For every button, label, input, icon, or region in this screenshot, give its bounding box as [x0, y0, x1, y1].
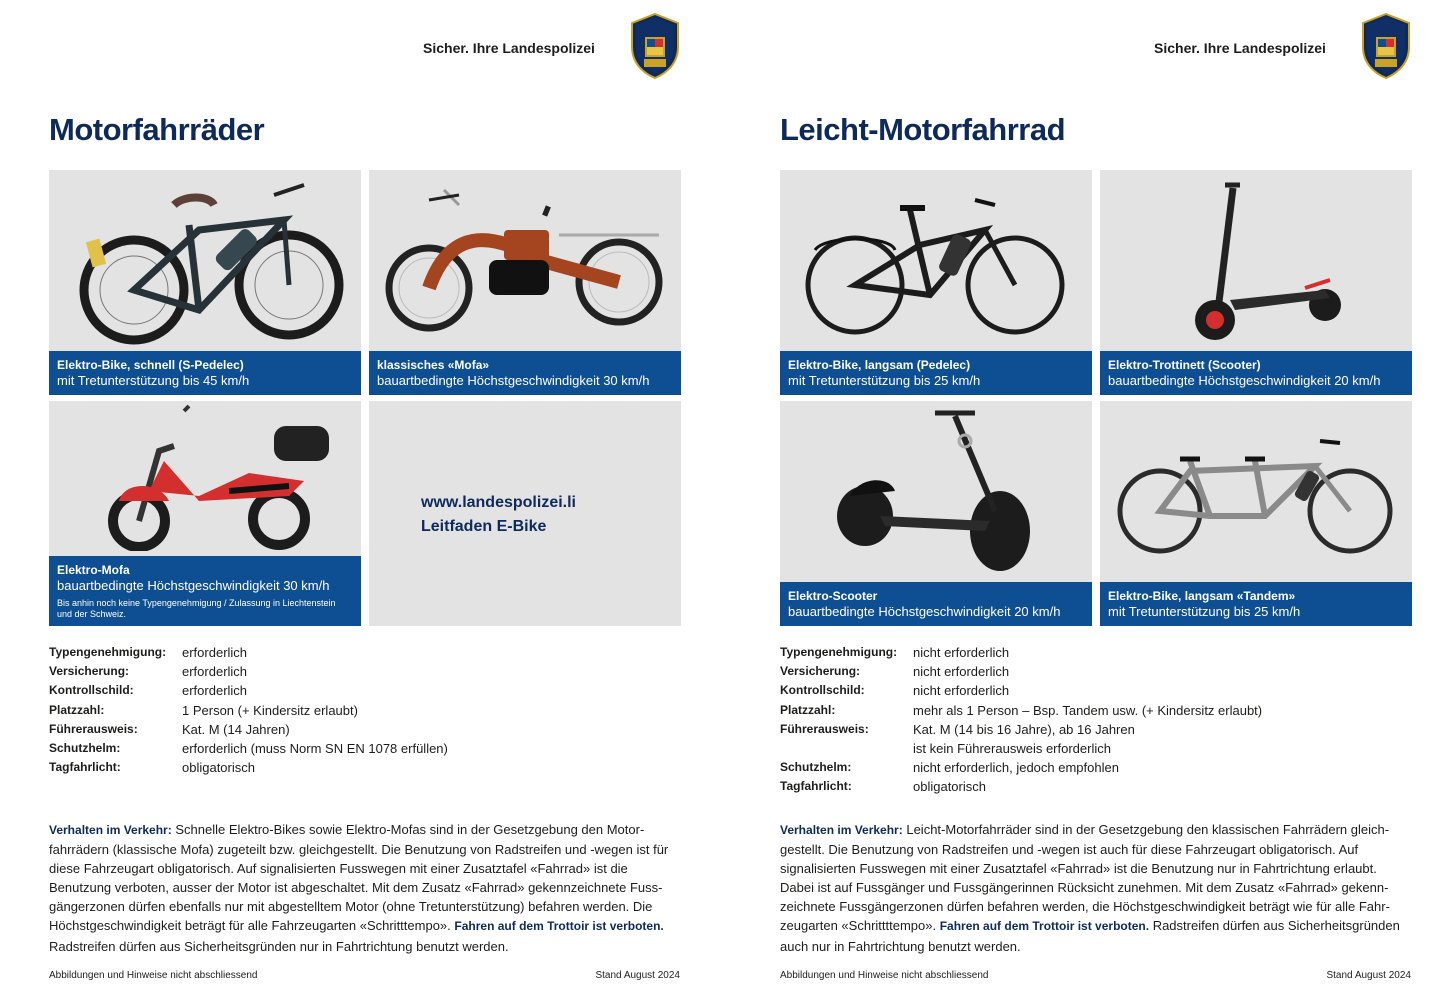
property-row [780, 720, 1262, 739]
caption-note: Bis anhin noch keine Typengenehmigung / Zulassung in Liechtenstein und der Schweiz. [57, 598, 336, 619]
tile-e-trottinett [1100, 170, 1412, 395]
left-page [0, 0, 718, 1004]
tile-caption [49, 351, 361, 395]
caption-title: Elektro-Mofa [57, 563, 130, 577]
fat-tire-scooter-icon [780, 401, 1092, 581]
property-row [780, 643, 1262, 662]
property-row [49, 701, 448, 720]
caption-title: Elektro-Trottinett (Scooter) [1108, 358, 1261, 372]
behavior-paragraph [780, 820, 1412, 956]
property-row [49, 643, 448, 662]
property-key [780, 739, 913, 758]
property-key: Typengenehmigung: [780, 645, 898, 659]
behavior-text: Radstreifen dürfen aus Sicherheitsgründen nur in Fahrtrichtung benutzt werden. [49, 938, 509, 954]
property-row [780, 701, 1262, 720]
property-key: Führerausweis: [780, 721, 869, 736]
caption-text: bauartbedingte Höchstgeschwindigkeit 30 km/h [377, 373, 650, 388]
footer-disclaimer: Abbildungen und Hinweise nicht abschliessend [49, 970, 258, 981]
property-value: erforderlich [182, 683, 248, 699]
property-key: Kontrollschild: [49, 683, 134, 698]
property-key: Platzzahl: [49, 702, 105, 717]
header-tagline: Sicher. Ihre Landespolizei [1154, 40, 1326, 56]
tile-link [369, 401, 681, 626]
caption-text: mit Tretunterstützung bis 25 km/h [788, 373, 981, 388]
property-value: erforderlich [182, 664, 248, 680]
right-page [719, 0, 1437, 1004]
behavior-text: Leicht-Motorfahrräder sind in der Gesetzgebung den klassischen Fahrrädern gleich-gestellt. Die Benutzung von Radstreifen und -wegen ist auch für diese Fahrzeugart obligatorisch. Auf signalisierten Fusswegen mit einer Zusatztafel «Fahrrad» ist die Benutzung nur in Fahrtrichtung erlaubt. Dabei ist auf Fussgänger und Fussgängerinnen Rücksicht zunehmen. Mit dem Zusatz «Fahrrad» gekenn-zeichnete Fussgängerzonen dürfen befahren werden, die Höchstgeschwindigkeit beträgt wie für alle Fahr-zeugarten «Schrittttempo». [780, 822, 1390, 934]
caption-title: Elektro-Bike, schnell (S-Pedelec) [57, 358, 244, 372]
page-title: Motorfahrräder [49, 112, 265, 147]
property-row [780, 681, 1262, 700]
e-bike-slow-icon [780, 170, 1092, 350]
property-row [49, 662, 448, 681]
tile-caption [369, 351, 681, 395]
caption-title: Elektro-Bike, langsam (Pedelec) [788, 358, 971, 372]
tile-caption [1100, 582, 1412, 626]
tile-elektro-scooter [780, 401, 1092, 626]
tile-s-pedelec [49, 170, 361, 395]
property-row [780, 662, 1262, 681]
property-key: Tagfahrlicht: [780, 779, 852, 794]
property-value: Kat. M (14 bis 16 Jahre), ab 16 Jahren [913, 721, 1135, 737]
property-row [49, 758, 448, 777]
property-key: Tagfahrlicht: [49, 760, 121, 775]
footer-date: Stand August 2024 [595, 970, 680, 981]
property-value: obligatorisch [913, 779, 986, 795]
link-block [421, 491, 576, 539]
police-badge-icon [1361, 13, 1411, 79]
property-key: Typengenehmigung: [49, 645, 167, 659]
e-bike-fast-icon [49, 170, 361, 350]
behavior-lead: Verhalten im Verkehr: [49, 823, 172, 837]
tile-tandem [1100, 401, 1412, 626]
footer-disclaimer: Abbildungen und Hinweise nicht abschliessend [780, 970, 989, 981]
behavior-warning: Fahren auf dem Trottoir ist verboten. [454, 919, 664, 934]
property-row [780, 777, 1262, 796]
guide-link[interactable]: Leitfaden E-Bike [421, 518, 547, 535]
property-row [49, 720, 448, 739]
page-title: Leicht-Motorfahrrad [780, 112, 1065, 147]
property-value: erforderlich [182, 645, 248, 660]
tile-caption [1100, 351, 1412, 395]
property-value: mehr als 1 Person – Bsp. Tandem usw. (+ Kindersitz erlaubt) [913, 702, 1263, 718]
electric-moped-icon [49, 401, 361, 551]
property-value: nicht erforderlich, jedoch empfohlen [913, 760, 1119, 776]
behavior-warning: Fahren auf dem Trottoir ist verboten. [939, 919, 1150, 934]
property-key: Versicherung: [49, 664, 130, 679]
behavior-paragraph [49, 820, 681, 956]
tile-mofa [369, 170, 681, 395]
property-row [780, 739, 1262, 758]
caption-title: klassisches «Mofa» [377, 358, 490, 372]
website-link[interactable]: www.landespolizei.li [421, 494, 576, 511]
property-row [49, 739, 448, 758]
caption-text: mit Tretunterstützung bis 45 km/h [57, 373, 250, 388]
property-row [780, 758, 1262, 777]
behavior-text: Radstreifen dürfen aus Sicherheitsgründen auch nur in Fahrtrichtung benutzt werden. [780, 918, 1400, 954]
property-key: Kontrollschild: [780, 683, 865, 698]
property-key: Versicherung: [780, 664, 861, 679]
footer-date: Stand August 2024 [1326, 970, 1411, 981]
caption-text: bauartbedingte Höchstgeschwindigkeit 20 km/h [788, 604, 1061, 619]
kick-scooter-icon [1100, 170, 1412, 350]
caption-text: bauartbedingte Höchstgeschwindigkeit 30 km/h [57, 578, 330, 593]
tile-caption [780, 582, 1092, 626]
property-row [49, 681, 448, 700]
caption-title: Elektro-Bike, langsam «Tandem» [1108, 589, 1296, 603]
properties-list [49, 643, 448, 777]
property-value: Kat. M (14 Jahren) [182, 721, 290, 737]
property-value: nicht erforderlich [913, 683, 1010, 699]
tile-pedelec [780, 170, 1092, 395]
header-tagline: Sicher. Ihre Landespolizei [423, 40, 595, 56]
behavior-lead: Verhalten im Verkehr: [780, 823, 903, 837]
property-value: ist kein Führerausweis erforderlich [913, 741, 1111, 757]
caption-text: bauartbedingte Höchstgeschwindigkeit 20 km/h [1108, 373, 1381, 388]
property-value: erforderlich (muss Norm SN EN 1078 erfüllen) [182, 741, 448, 757]
property-value: nicht erforderlich [913, 645, 1010, 660]
properties-list [780, 643, 1262, 797]
caption-title: Elektro-Scooter [788, 589, 878, 603]
tile-caption [780, 351, 1092, 395]
property-value: 1 Person (+ Kindersitz erlaubt) [182, 702, 358, 718]
mofa-icon [369, 170, 681, 350]
tile-caption [49, 556, 361, 626]
property-value: obligatorisch [182, 760, 255, 776]
behavior-text: Schnelle Elektro-Bikes sowie Elektro-Mofas sind in der Gesetzgebung den Motor-fahrrädern (klassische Mofa) zugeteilt bzw. gleichgestellt. Die Benutzung von Radstreifen und -wegen ist für diese Fahrzeugart obligatorisch. Auf signalisierten Fusswegen mit einer Zusatztafel «Fahrrad» ist die Benutzung verboten, ausser der Motor ist abgeschaltet. Mit dem Zusatz «Fahrrad» gekennzeichnete Fuss-gängerzonen dürfen ebenfalls nur mit abgestelltem Motor (ohne Tretunterstützung) befahren werden. Die Höchstgeschwindigkeit beträgt für alle Fahrzeugarten «Schritttempo». [49, 822, 669, 934]
property-key: Schutzhelm: [780, 760, 852, 775]
property-key: Schutzhelm: [49, 741, 121, 756]
property-key: Platzzahl: [780, 702, 836, 717]
tile-elektro-mofa [49, 401, 361, 626]
property-value: nicht erforderlich [913, 664, 1010, 680]
caption-text: mit Tretunterstützung bis 25 km/h [1108, 604, 1301, 619]
property-key: Führerausweis: [49, 721, 138, 736]
tandem-bike-icon [1100, 401, 1412, 581]
police-badge-icon [630, 13, 680, 79]
